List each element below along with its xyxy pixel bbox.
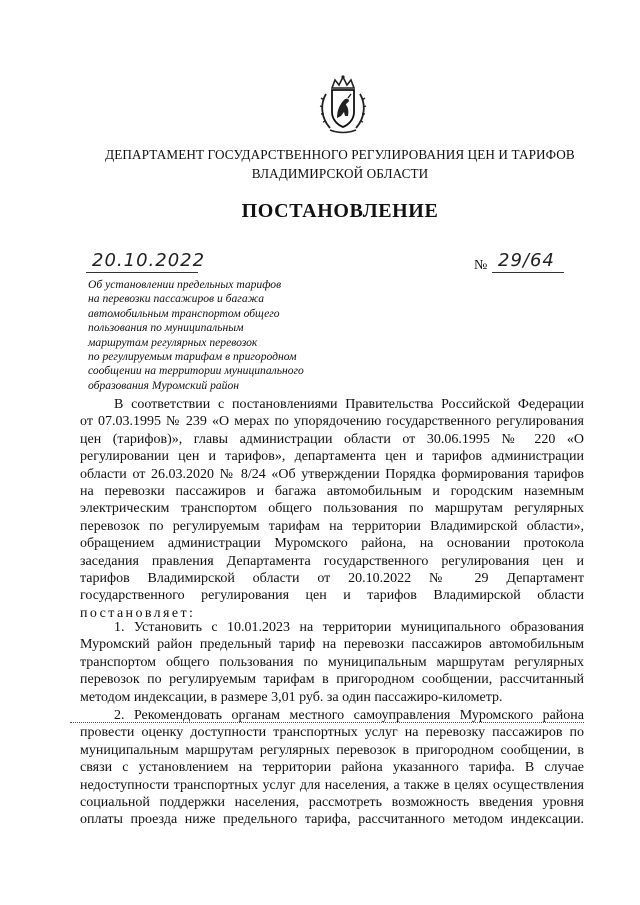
item-2-line: оплаты проезда ниже предельного тарифа, рассчитанного методом индексации. (80, 812, 584, 828)
item-1-line: транспортом общего пользования по муниципальным маршрутам регулярных (80, 654, 584, 670)
item-2-paragraph (80, 707, 584, 829)
handwritten-date: 20.10.2022 (92, 250, 206, 271)
subject-line: сообщении на территории муниципального (88, 364, 304, 378)
resolution-word: постановляет: (80, 605, 196, 621)
preamble-line: государственного регулирования цен и тарифов Владимирской области (80, 588, 584, 604)
subject-line: на перевозки пассажиров и багажа (88, 292, 265, 306)
preamble-line: на перевозки пассажиров и багажа автомобильным и городским наземным (80, 484, 584, 500)
item-2-line: 2. Рекомендовать органам местного самоуправления Муромского района (114, 708, 584, 723)
preamble-line: заседания правления Департамента государственного регулирования цен и (80, 553, 584, 569)
subject-line: пользования по муниципальным (88, 321, 244, 335)
item-1-line: Муромский район предельный тариф на перевозки пассажиров автомобильным (80, 637, 584, 653)
subject-line: автомобильным транспортом общего (88, 306, 280, 320)
item-2-line: социальной поддержки населения, рассмотреть возможность введения уровня (80, 795, 584, 811)
preamble-line: электрическим транспортом общего пользования по маршрутам регулярных (80, 501, 584, 517)
preamble-line: тарифов Владимирской области от 20.10.2022 № 29 Департамент (80, 571, 584, 587)
handwritten-number: 29/64 (498, 250, 555, 271)
subject-line: маршрутам регулярных перевозок (88, 335, 258, 349)
item-2-line: муниципальным маршрутам регулярных перевозок в пригородном сообщении, в (80, 742, 584, 758)
preamble-line: перевозок по регулируемым тарифам на территории Владимирской области», (80, 518, 584, 534)
document-type-title: ПОСТАНОВЛЕНИЕ (241, 200, 439, 222)
coat-of-arms-icon (318, 74, 368, 136)
preamble-line: В соответствии с постановлениями Правительства Российской Федерации (114, 397, 584, 412)
department-name-line1: ДЕПАРТАМЕНТ ГОСУДАРСТВЕННОГО РЕГУЛИРОВАНИЯ ЦЕН И ТАРИФОВ (105, 147, 575, 162)
document-subject (88, 278, 348, 393)
subject-line: образования Муромский район (88, 378, 240, 392)
preamble-line: цен (тарифов)», главы администрации области от 30.06.1995 № 220 «О (80, 431, 584, 447)
item-1-line: перевозок по регулируемым тарифам в пригородном сообщении, рассчитанный (80, 672, 584, 688)
number-label: № (474, 258, 488, 273)
department-name-line2: ВЛАДИМИРСКОЙ ОБЛАСТИ (251, 166, 429, 181)
number-underline (492, 272, 564, 273)
subject-line: по регулируемым тарифам в пригородном (88, 350, 297, 364)
item-2-line: недоступности транспортных услуг для населения, а также в целях осуществления (80, 777, 584, 793)
item-1-line: методом индексации, в размере 3,01 руб. за один пассажиро-километр. (80, 689, 503, 705)
preamble-line: регулировании цен и тарифов», департамента цен и тарифов администрации (80, 449, 584, 465)
item-2-line: провести оценку доступности транспортных услуг на перевозку пассажиров по (80, 725, 584, 741)
preamble-line: области от 26.03.2020 № 8/24 «Об утверждении Порядка формирования тарифов (80, 466, 584, 482)
subject-line: Об установлении предельных тарифов (88, 278, 282, 291)
preamble-line: от 07.03.1995 № 239 «О мерах по упорядочению государственного регулирования (80, 414, 584, 430)
preamble-line: обращением администрации Муромского района, на основании протокола (80, 536, 584, 552)
date-underline (86, 272, 198, 273)
preamble-paragraph (80, 396, 584, 622)
item-1-line: 1. Установить с 10.01.2023 на территории муниципального образования (114, 620, 584, 635)
item-1-paragraph (80, 619, 584, 706)
item-2-line: связи с установлением на территории района указанного тарифа. В случае (80, 760, 584, 776)
